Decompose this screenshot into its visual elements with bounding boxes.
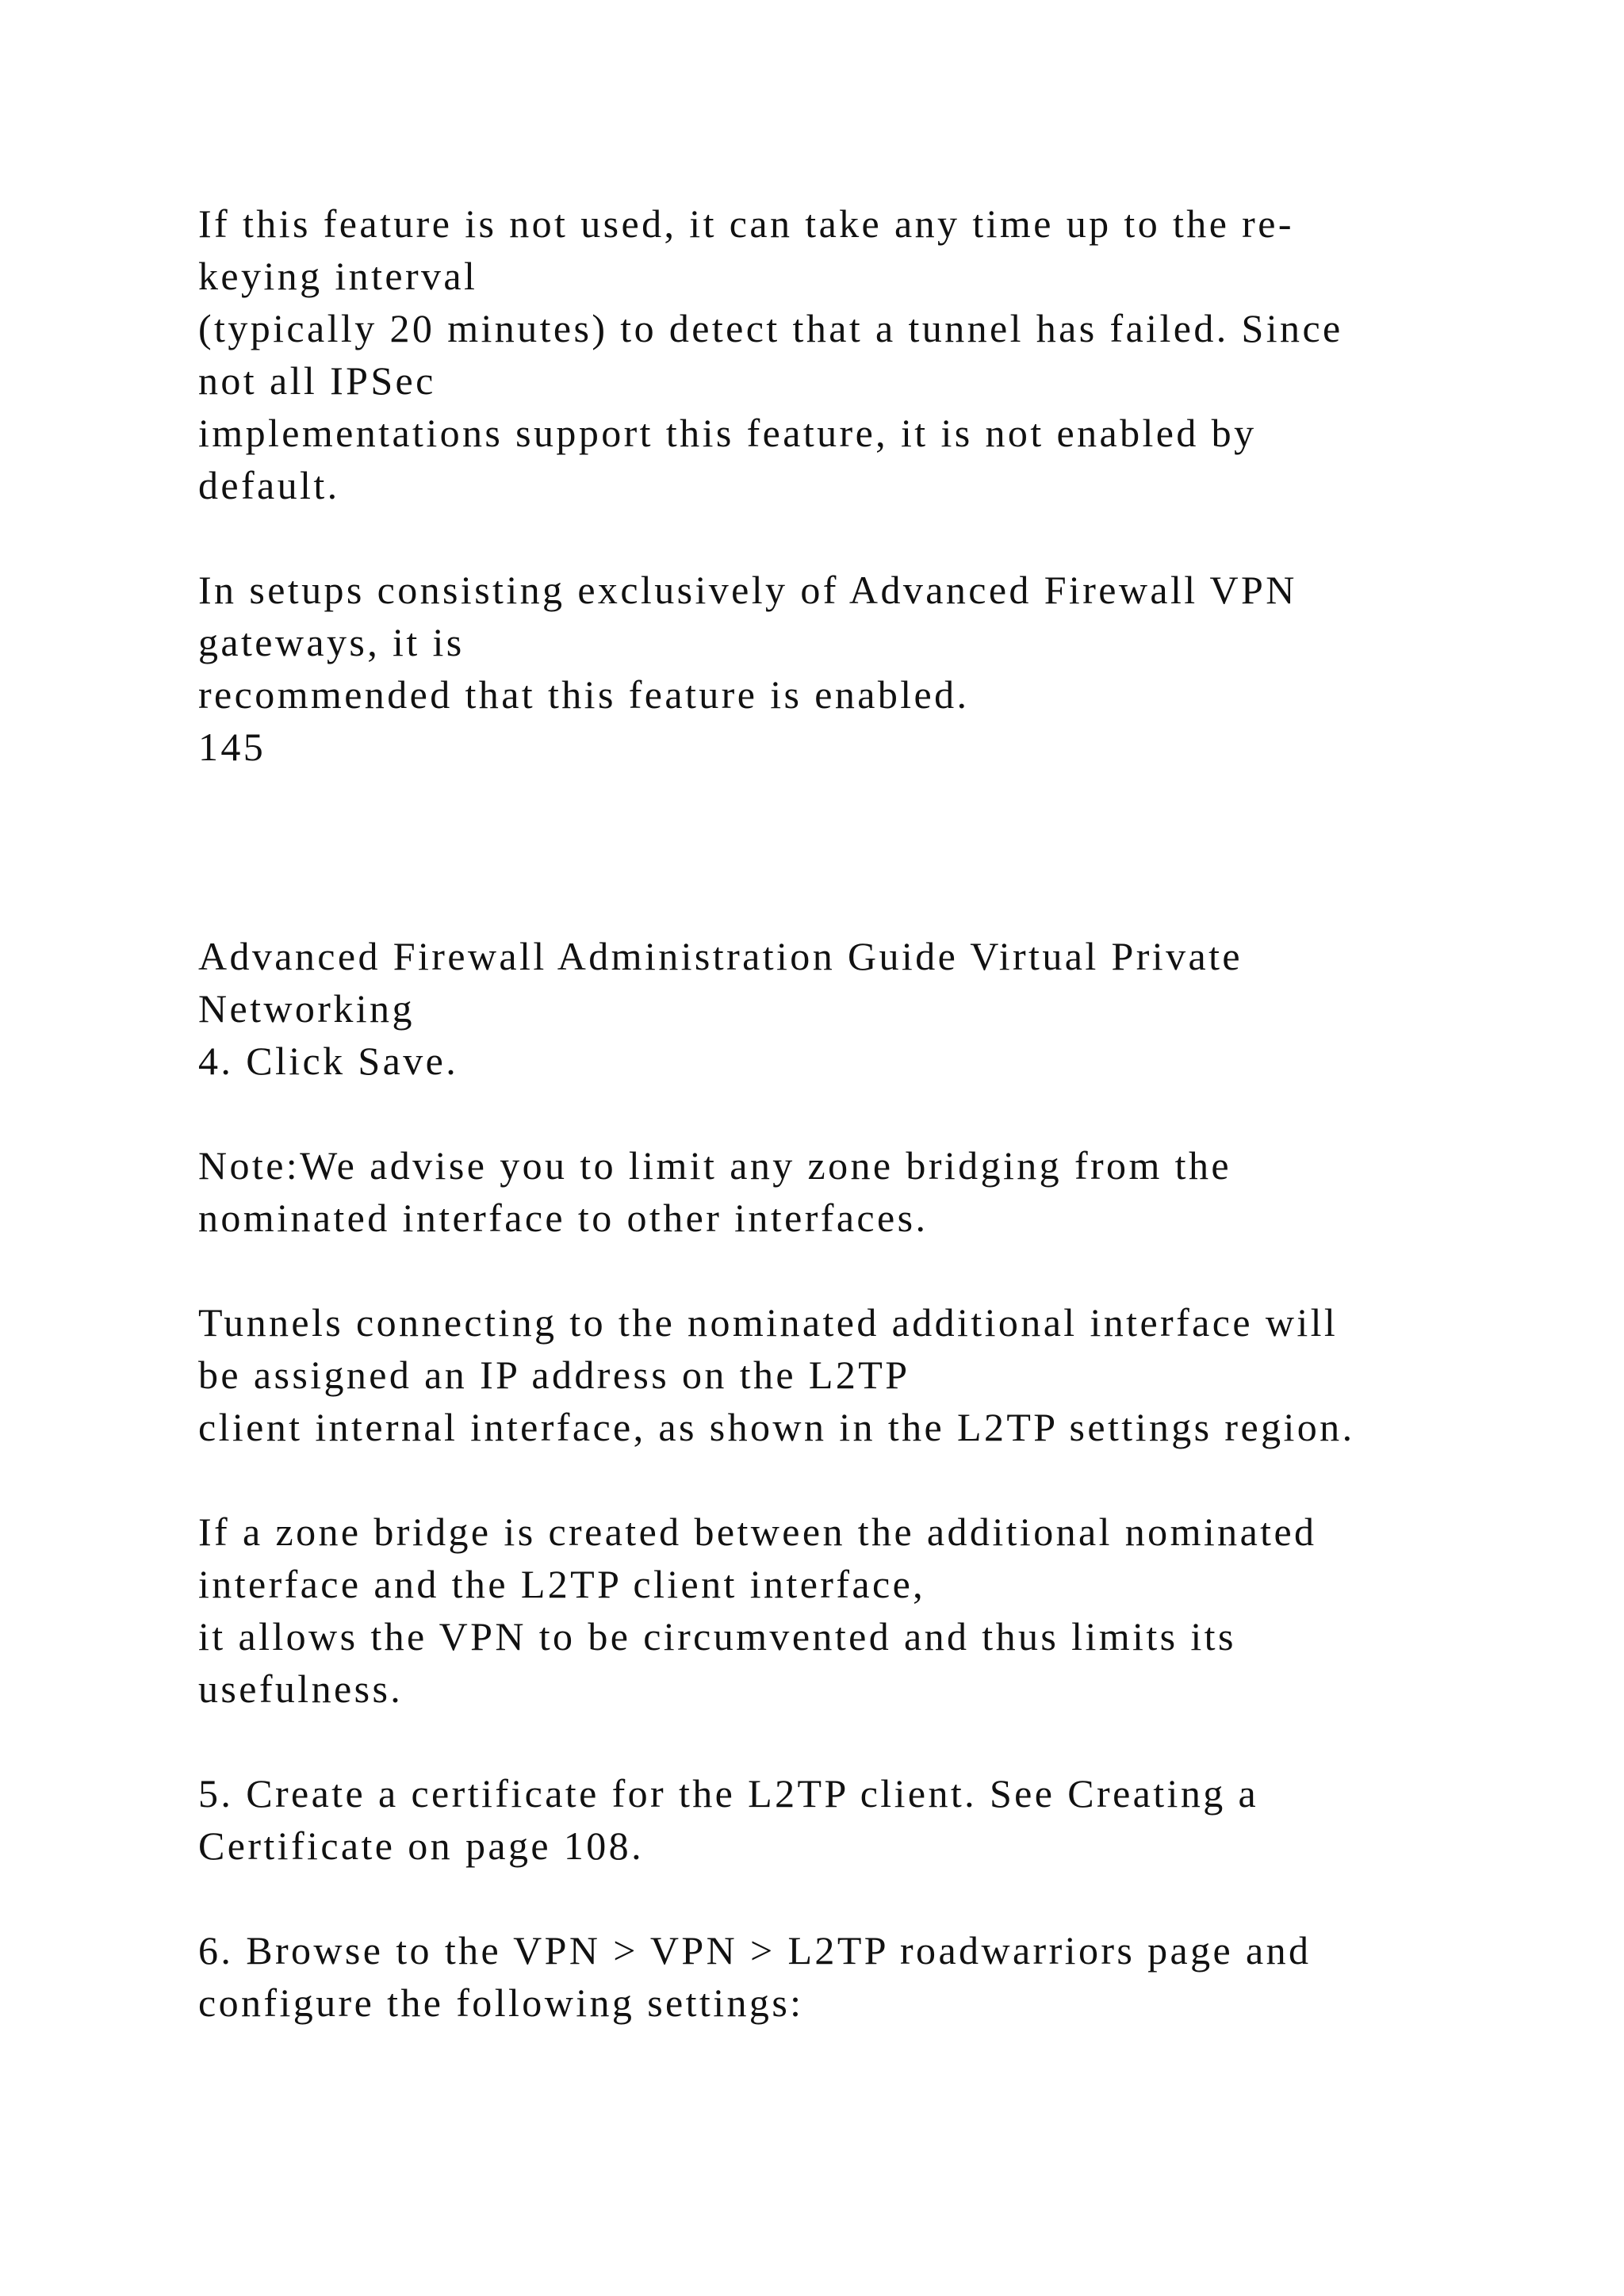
text-line: it allows the VPN to be circumvented and thus limits its (198, 1614, 1236, 1659)
text-line: client internal interface, as shown in the L2TP settings region. (198, 1405, 1355, 1449)
text-line: Certificate on page 108. (198, 1823, 644, 1868)
text-line: If a zone bridge is created between the additional nominated (198, 1510, 1317, 1554)
text-line: interface and the L2TP client interface, (198, 1562, 926, 1606)
text-line: Tunnels connecting to the nominated additional interface will (198, 1300, 1339, 1345)
page-number: 145 (198, 725, 266, 769)
text-line: If this feature is not used, it can take any time up to the re- (198, 201, 1294, 246)
text-line: default. (198, 463, 340, 507)
text-line: 5. Create a certificate for the L2TP client. See Creating a (198, 1771, 1259, 1816)
running-header: Networking (198, 986, 415, 1031)
note-text: nominated interface to other interfaces. (198, 1196, 929, 1240)
text-line: not all IPSec (198, 358, 436, 403)
text-line: configure the following settings: (198, 1980, 804, 2025)
text-line: recommended that this feature is enabled. (198, 672, 970, 717)
text-line: usefulness. (198, 1667, 404, 1711)
text-line: In setups consisting exclusively of Advanced Firewall VPN (198, 568, 1297, 612)
text-line: 6. Browse to the VPN > VPN > L2TP roadwarriors page and (198, 1928, 1312, 1973)
text-line: 4. Click Save. (198, 1039, 459, 1083)
text-line: (typically 20 minutes) to detect that a tunnel has failed. Since (198, 306, 1343, 350)
text-line: gateways, it is (198, 620, 465, 664)
note-text: Note:We advise you to limit any zone bridging from the (198, 1143, 1231, 1188)
text-line: keying interval (198, 254, 478, 298)
text-line: be assigned an IP address on the L2TP (198, 1353, 910, 1397)
text-line: implementations support this feature, it is not enabled by (198, 411, 1257, 455)
running-header: Advanced Firewall Administration Guide Virtual Private (198, 934, 1243, 978)
